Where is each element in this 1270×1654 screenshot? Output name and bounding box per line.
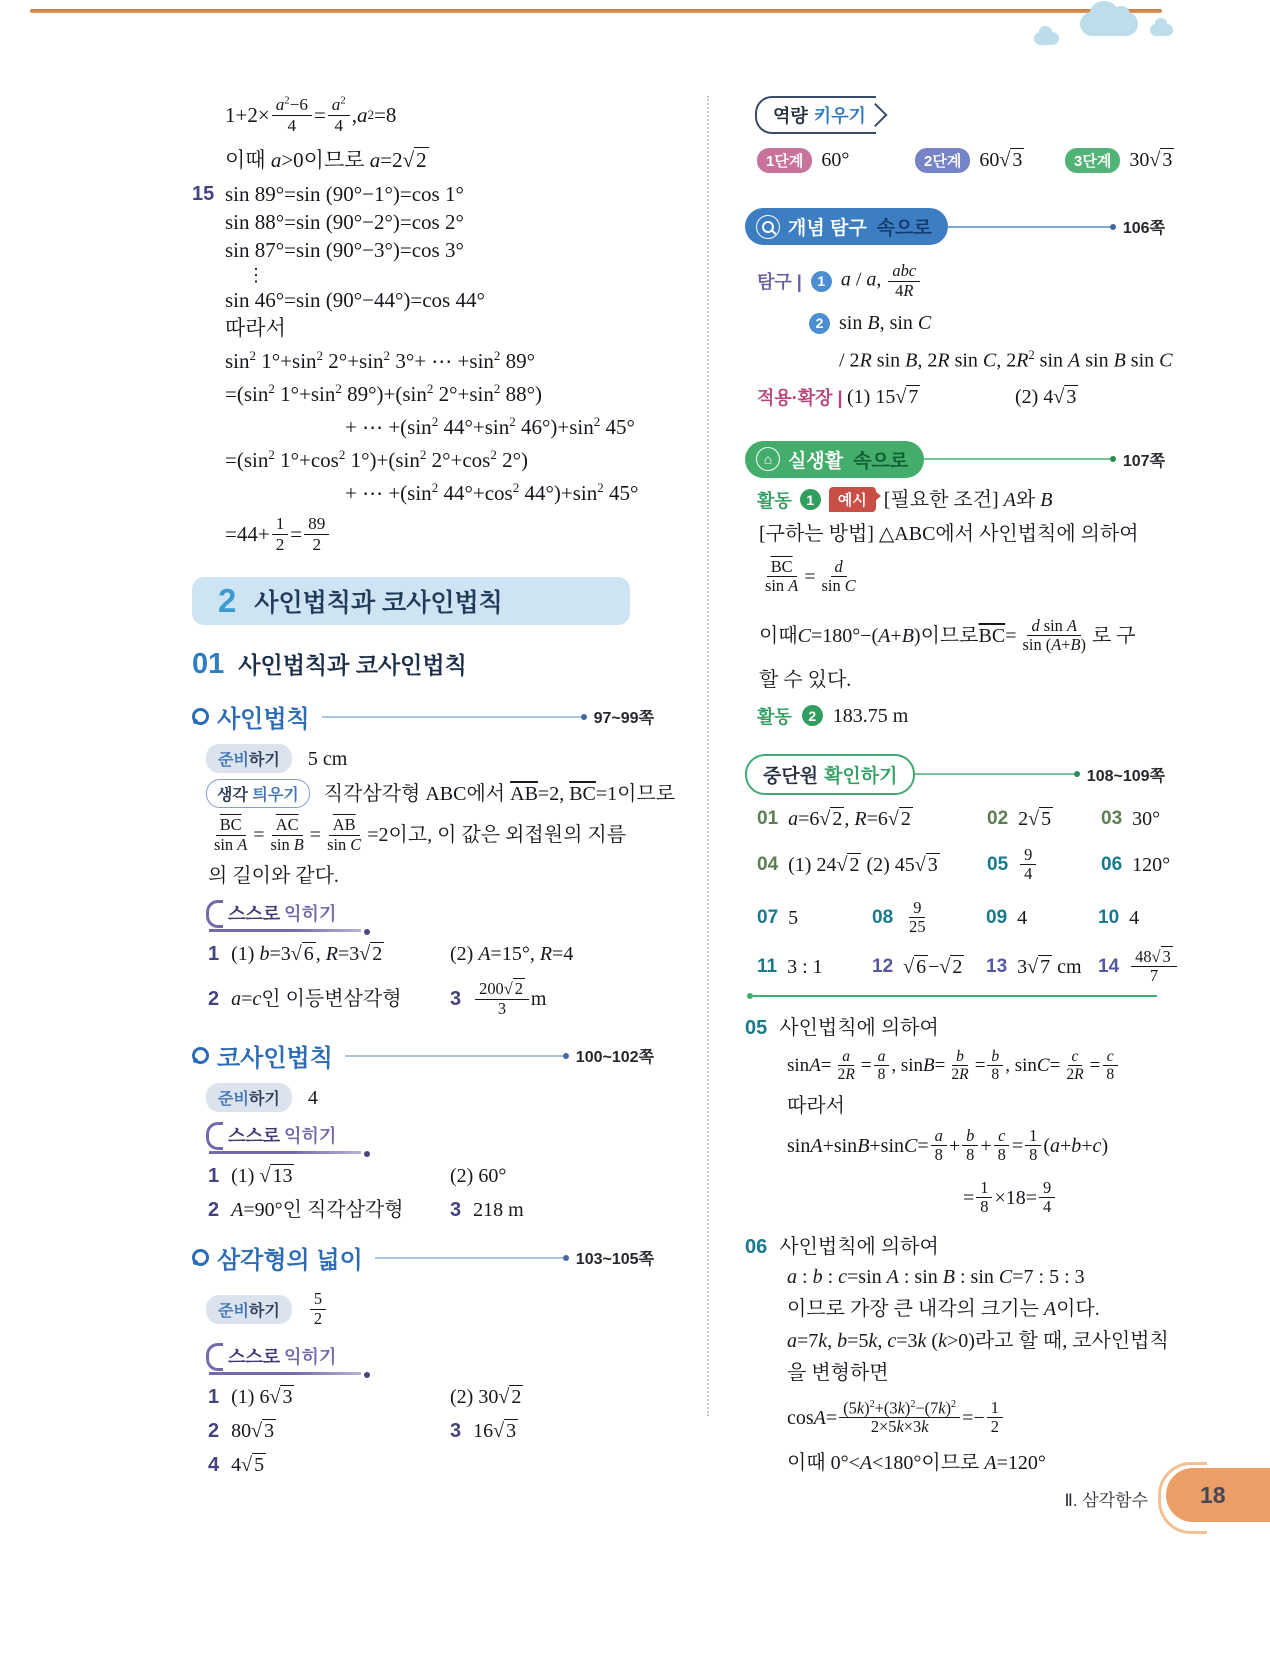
answer-cell [757,851,987,879]
solution-heading: 사인법칙에 의하여 [779,1235,939,1258]
prepare-answer: 4 [307,1086,318,1109]
magnifier-icon [756,215,780,239]
answer-cell [450,1383,523,1411]
house-icon: ⌂ [756,447,780,471]
step-badge: 2단계 [915,148,970,173]
answer-cell [450,1417,518,1445]
answer-value: $\frac{9}{4}$ [1018,846,1038,884]
prepare-badge [206,1295,292,1324]
answer-value: (2) 30√ 2 [450,1386,522,1408]
concept-section-header [745,208,1165,245]
answer-value: (2) 4√ 3 [1015,385,1077,408]
subsection-title [192,647,668,681]
leader-line [375,1257,563,1259]
answer-number: 03 [1101,807,1123,829]
pill-title: 중단원 [763,765,819,787]
leader-dot [1074,771,1080,777]
page-reference: 100~102쪽 [575,1049,654,1066]
solution-heading: 사인법칙에 의하여 [779,1016,939,1039]
answer-cell [1101,805,1165,833]
answer-value: (1) 6√ 3 [231,1386,293,1408]
marker-text: 스스로 [228,904,281,924]
problem-15 [192,180,668,561]
marker-text: 익히기 [284,1126,337,1146]
answer-value: (1) b=3√ 6 , R=3√ 2 [231,943,383,965]
prepare-answer: 5 cm [307,747,348,770]
math-line: 할 수 있다. [759,668,852,691]
pill-subtitle: 속으로 [876,218,932,239]
page-reference: 107쪽 [1122,452,1165,470]
math-line: 이때 0°<A<180°이므로 A=120° [787,1451,1046,1474]
marker-dot [364,929,370,935]
answer-value: 218 m [473,1199,524,1221]
answer-number: 14 [1098,955,1120,977]
self-study-marker [192,890,668,934]
competency-badge [755,96,876,134]
chapter-check-pill [745,754,915,795]
answer-number: 2 [208,1198,220,1221]
answer-cell [872,953,986,981]
math-line: / 2R sin B, 2R sin C, $2R^2$ sin A sin B sin C [839,348,1173,372]
right-column [745,88,1173,1477]
answer-number: 04 [757,853,779,875]
answer-cell [208,974,450,1024]
subsection-label: 사인법칙과 코사인법칙 [238,652,467,678]
answer-number: 11 [757,955,778,977]
badge-text: 역량 [773,106,808,126]
topic-heading-sine-rule [192,699,654,734]
answer-cell [450,1162,506,1190]
marker-text: 익히기 [284,904,337,924]
answer-row [192,974,668,1024]
section-separator [753,995,1157,997]
math-line: sin A = a 2R = a 8 , sin B = b 2R = b 8 , sin C = c 2R = c 8 [745,1040,1165,1092]
step-answers [745,146,1173,174]
step-cell [757,146,915,174]
step-value: 60° [821,149,850,171]
answer-row [192,1196,668,1224]
answer-number: 06 [1101,853,1123,875]
concept-pill [745,208,948,245]
answer-value: 80√ 3 [231,1420,275,1442]
math-line: $=(\sin^2$ $1^\circ+\sin^2$ $89^\circ)+(\sin^2$ $2^\circ+\sin^2$ 88°) [225,381,543,406]
badge-text: 하기 [248,752,280,769]
circled-number-icon: 1 [800,489,821,510]
answer-cell [450,974,546,1024]
math-line: [구하는 방법] △ABC에서 사인법칙에 의하여 [759,522,1139,545]
math-line: $\sin^2 1^\circ+\sin^2$ $2^\circ+\sin^2$ 3°+ ⋯ $+\sin^2$ 89° [225,348,536,373]
marker-dot [364,1151,370,1157]
answer-value: (2) 60° [450,1165,507,1187]
self-study-marker [192,1333,668,1377]
math-line: 이므로 가장 큰 내각의 크기는 A이다. [787,1297,1100,1320]
page-reference: 108~109쪽 [1086,767,1165,785]
step-value: 60√ 3 [979,149,1023,171]
answer-value: (1) √ 13 [231,1165,293,1187]
math-line: 따라서 [787,1094,845,1117]
pill-title: 실생활 [788,450,844,472]
answer-cell [1098,948,1179,986]
section-banner [192,577,630,625]
math-line: + ⋯ $+(\sin^2$ $44^\circ+\sin^2$ $46^\circ)+\sin^2$ 45° [345,414,635,439]
think-row [192,779,676,808]
answer-number: 1 [208,1164,220,1187]
math-line: 이때 a>0이므로 a=2√2 [225,148,427,172]
marker-text: 익히기 [284,1347,337,1367]
answer-value: (1) 15√ 7 [847,385,919,408]
topic-title: 삼각형의 넓이 [217,1247,363,1274]
circled-number-icon: 1 [811,271,832,292]
answer-cell [450,940,573,968]
answer-value: 3√ 7 cm [1017,955,1082,978]
answer-number: 13 [986,955,1008,977]
math-line: = 1 8 ×18= 9 4 [745,1172,1165,1224]
math-line: cos A = $(5k)^2+(3k)^2-(7k)^2$ 2×5k×3k =− 1 2 [745,1387,1165,1449]
column-divider [707,96,709,1416]
answer-value: 4 [1129,906,1140,929]
pill-subtitle: 확인하기 [824,765,898,787]
explore-label: 탐구 | [757,272,802,292]
solution-number: 06 [745,1235,768,1258]
answer-cell [208,1451,450,1479]
problem-number: 15 [192,183,215,205]
page-reference: 106쪽 [1122,220,1165,237]
answer-cell [986,953,1098,981]
explore-line [745,309,1165,337]
check-answer-row [745,841,1171,889]
answer-number: 07 [757,906,779,928]
math-line: =44+ 1 2 = 89 2 [225,507,638,561]
topic-title: 사인법칙 [217,706,310,733]
answer-number: 12 [872,955,894,977]
topic-heading-triangle-area [192,1240,654,1275]
cloud-icon [1150,24,1173,36]
answer-value: 5 [788,906,799,929]
prepare-answer: 5 2 [308,1285,328,1333]
answer-number: 3 [450,1419,462,1442]
left-column [192,88,676,1479]
marker-text: 스스로 [228,1126,281,1146]
answer-value: √ 6 −√ 2 [903,955,963,978]
badge-text: 틔우기 [252,787,299,804]
math-line: [필요한 조건] A와 B [883,488,1053,511]
leader-dot [563,1053,569,1059]
answer-number: 10 [1098,906,1120,928]
answer-cell [208,1383,450,1411]
badge-text: 하기 [248,1302,280,1320]
answer-value: 120° [1132,853,1171,876]
step-value: 30√ 3 [1129,149,1173,171]
math-line: a : b : c=sin A : sin B : sin C=7 : 5 : 3 [787,1265,1085,1288]
answer-cell [208,1417,450,1445]
math-line: sin A +sin B +sin C = a 8 + b 8 + c 8 = 1 8 ( a + b + c ) [787,1125,1109,1165]
think-badge [206,779,310,808]
step-badge: 1단계 [757,148,812,173]
answer-cell [757,904,872,932]
math-line: sin 89°=sin (90°−1°)=cos 1° [225,182,464,206]
badge-text: 준비 [218,752,249,769]
pill-subtitle: 속으로 [853,450,909,472]
page-reference: 97~99쪽 [593,710,654,727]
math-line: $=(\sin^2$ $1^\circ+\cos^2$ $1^\circ)+(\sin^2$ $2^\circ+\cos^2$ 2°) [225,447,529,472]
answer-number: 08 [872,906,894,928]
math-line: 1+2× $a^2-6$ 4 = $a^2$ 4 , a 2 =8 [225,94,397,135]
math-line: 을 변형하면 [787,1361,889,1384]
circled-number-icon: 2 [802,705,823,726]
answer-cell [757,805,987,833]
answer-number: 4 [208,1453,220,1476]
check-answer-row [745,805,1165,833]
answer-value: $\frac{48√ 3}{7}$ [1129,948,1179,986]
leader-line [924,458,1110,460]
leader-line [345,1055,563,1057]
answer-value: (2) A=15°, R=4 [450,943,574,965]
leader-dot [581,714,587,720]
answer-cell [450,1196,524,1224]
math-line: $\overline{BC}$ sin A = $\overline{AC}$ sin B = $\overline{AB}$ sin C =2이고, 이 값은 외접원의 지름 [214,815,627,854]
answer-number: 01 [757,807,779,829]
activity-2-line [745,702,1165,730]
self-study-marker [192,1112,668,1156]
prepare-row [192,744,668,773]
answer-value: 200√ 2 3 m [473,974,546,1024]
badge-text: 준비 [218,1091,249,1108]
answer-value: 3 : 1 [787,955,823,978]
answer-value: a=c인 이등변삼각형 [231,988,402,1010]
answer-cell [986,904,1098,932]
bullet-ring-icon [192,1249,209,1266]
answer-cell [987,805,1101,833]
answer-number: 2 [208,987,220,1010]
answer-row [192,1383,668,1411]
answer-number: 2 [208,1419,220,1442]
answer-row [192,1162,668,1190]
leader-line [915,773,1073,775]
top-accent-rule [30,9,1162,13]
math-line: 이때 C =180°−( A + B )이므로 $\overline{BC}$ = d sin A sin (A+B) 로 구 [759,615,1136,655]
answer-cell [1098,904,1165,932]
answer-row [192,940,668,968]
answer-cell [872,899,986,937]
leader-line [322,716,581,718]
pill-title: 개념 탐구 [788,218,867,239]
math-line: 직각삼각형 ABC에서 $\overline{AB}=2$, $\overline{BC}=1$이므로 [323,782,676,805]
example-tag: 예시 [829,487,876,512]
check-answer-row [745,895,1165,941]
answer-number: 02 [987,807,1009,829]
cloud-icon [1034,32,1059,45]
page-reference: 103~105쪽 [575,1251,654,1268]
answer-number: 1 [208,942,220,965]
answer-cell [208,940,450,968]
answer-value: 2√ 5 [1018,807,1052,830]
answer-number: 05 [987,853,1009,875]
topic-heading-cosine-rule [192,1038,654,1073]
badge-text: 키우기 [813,106,866,126]
activity-label: 활동 [757,490,792,511]
footer-chapter-label: Ⅱ. 삼각함수 [1064,1491,1148,1510]
topic-title: 코사인법칙 [217,1045,333,1072]
math-line: sin 87°=sin (90°−3°)=cos 3° [225,238,464,262]
prepare-badge [206,744,292,773]
solution-05-header [745,1011,1165,1040]
answer-cell [757,953,872,981]
badge-text: 생각 [217,787,248,804]
activity-label: 활동 [757,706,792,727]
leader-line [948,226,1110,228]
badge-text: 하기 [248,1091,280,1108]
answer-value: 4√ 5 [231,1454,265,1476]
competency-row [745,96,1165,134]
real-life-section-header [745,441,1165,478]
answer-cell [1101,851,1170,879]
solution-number: 05 [745,1016,768,1039]
answer-value: $\frac{9}{25}$ [909,897,926,937]
math-line: sin 46°=sin (90°−44°)=cos 44° [225,288,485,312]
marker-dot [364,1372,370,1378]
answer-cell [208,1162,450,1190]
math-line: + ⋯ $+(\sin^2$ $44^\circ+\cos^2$ $44^\circ)+\sin^2$ 45° [345,480,639,505]
leader-dot [1110,224,1116,230]
cloud-icon [1080,12,1138,36]
section-title: 사인법칙과 코사인법칙 [254,589,503,617]
math-line: a / a, abc 4R [841,262,922,300]
check-answer-row [745,943,1171,991]
apply-extend-line [745,383,1165,411]
math-line: a=7k, b=5k, c=3k (k>0)라고 할 때, 코사인법칙 [787,1329,1169,1352]
prepare-badge [206,1083,292,1112]
apply-label: 적용·확장 | [757,387,843,408]
answer-value: A=90°인 직각삼각형 [231,1199,404,1221]
chapter-check-header [745,754,1165,795]
page-number-tab [1166,1468,1270,1522]
answer-value: (1) 24√ 2 (2) 45√ 3 [788,853,938,876]
math-line: 의 길이와 같다. [208,865,339,887]
badge-text: 준비 [218,1302,249,1320]
answer-value: 30° [1132,807,1161,830]
leader-dot [1110,456,1116,462]
page-number: 18 [1200,1481,1226,1508]
marker-text: 스스로 [228,1347,281,1367]
answer-row [192,1417,668,1445]
prepare-row [192,1083,668,1112]
answer-number: 3 [450,987,462,1010]
math-line: sin B, sin C [839,312,932,334]
real-life-pill [745,441,924,478]
answer-value: 4 [1017,906,1028,929]
solution-lines [225,180,638,561]
answer-value: 183.75 m [832,704,909,727]
math-line: $\overline{BC}$ sin A = d sin C [765,556,856,596]
answer-number: 1 [208,1385,220,1408]
activity-1-line [745,486,1165,514]
answer-value: 16√ 3 [473,1420,517,1442]
answer-row [192,1451,668,1479]
section-number: 2 [218,582,237,619]
explore-line [745,255,1165,307]
bullet-ring-icon [192,1047,209,1064]
leader-dot [563,1255,569,1261]
answer-value: a=6√ 2 , R=6√ 2 [788,807,911,830]
step-cell [915,146,1065,174]
prepare-row [192,1285,668,1333]
answer-number: 3 [450,1198,462,1221]
circled-number-icon: 2 [809,313,830,334]
answer-cell [208,1196,450,1224]
subsection-number: 01 [192,648,225,680]
vertical-ellipsis: ⋮ [247,265,265,285]
step-badge: 3단계 [1065,148,1120,173]
step-cell [1065,146,1174,174]
answer-cell [987,846,1101,884]
math-line: sin 88°=sin (90°−2°)=cos 2° [225,210,464,234]
answer-number: 09 [986,906,1008,928]
bullet-ring-icon [192,708,209,725]
solution-06-header [745,1230,1165,1259]
math-line: 따라서 [225,316,286,340]
